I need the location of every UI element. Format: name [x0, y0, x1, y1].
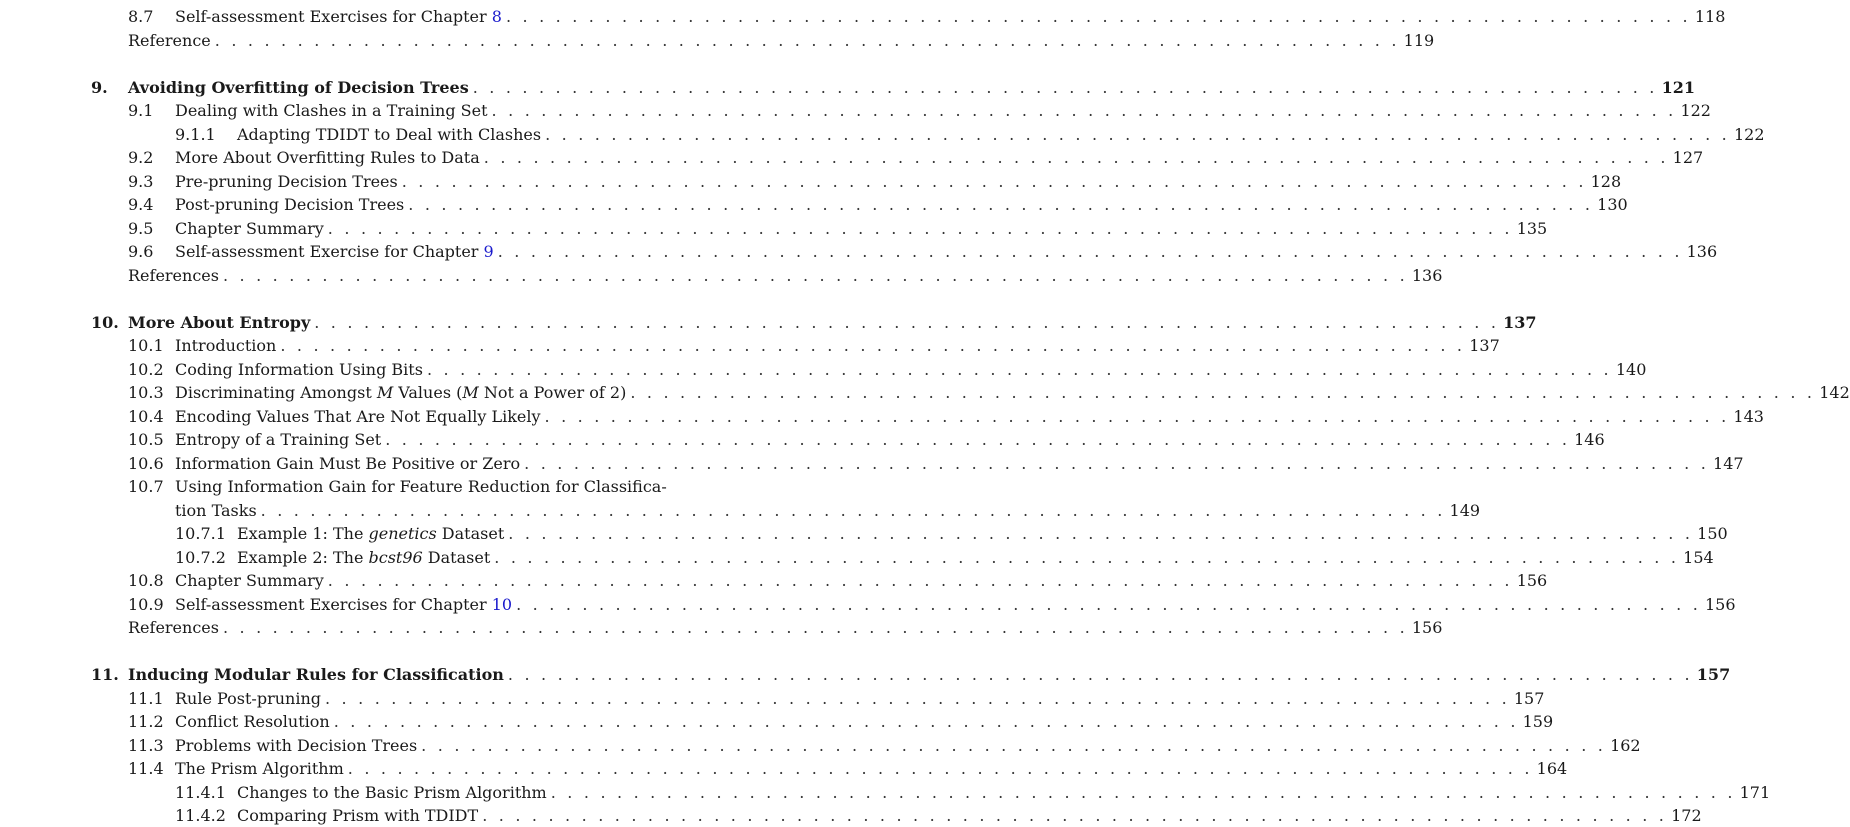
chapter-link: 10 [491, 594, 513, 614]
title-text: Example 1: The [237, 524, 369, 543]
dot-leader: . . . . . . . . . . . . . . . . . . . . . . . . . . . . . . . . . . . . . . . . . . . . . . . . . . . . . . . . . . . . . . . . . . . . . . . . [327, 218, 1513, 238]
toc-section-entry[interactable] [0, 711, 1554, 733]
dot-leader: . . . . . . . . . . . . . . . . . . . . . . . . . . . . . . . . . . . . . . . . . . . . . . . . . . . . . . . . . . . . . . . . . . . . . . . . [472, 77, 1658, 97]
entry-title: Information Gain Must Be Positive or Zero [175, 453, 521, 473]
title-text: Dataset [436, 524, 505, 543]
page-number: 157 [1696, 665, 1731, 684]
entry-number: 10.6 [128, 453, 164, 473]
entry-number: 10.7.2 [175, 547, 226, 567]
entry-title: Avoiding Overfitting of Decision Trees [128, 77, 469, 97]
toc-subsection-entry[interactable] [0, 523, 1728, 545]
toc-section-entry[interactable] [0, 335, 1500, 357]
entry-number: 11. [91, 665, 119, 684]
dot-leader: . . . . . . . . . . . . . . . . . . . . . . . . . . . . . . . . . . . . . . . . . . . . . . . . . . . . . . . . . . . . . . . . . . . . . . . . [401, 171, 1587, 191]
entry-title: Encoding Values That Are Not Equally Likely [175, 406, 541, 426]
entry-number: 11.1 [128, 688, 164, 708]
dot-leader: . . . . . . . . . . . . . . . . . . . . . . . . . . . . . . . . . . . . . . . . . . . . . . . . . . . . . . . . . . . . . . . . . . . . . . . . [491, 101, 1677, 120]
dot-leader: . . . . . . . . . . . . . . . . . . . . . . . . . . . . . . . . . . . . . . . . . . . . . . . . . . . . . . . . . . . . . . . . . . . . . . . . [494, 547, 1680, 567]
entry-title: Chapter Summary [175, 218, 324, 238]
entry-title [175, 382, 626, 404]
entry-title: Using Information Gain for Feature Reduction for Classifica- [175, 477, 667, 496]
toc-section-entry[interactable] [0, 594, 1736, 616]
entry-number: 10.1 [128, 336, 164, 355]
page-number: 150 [1697, 524, 1728, 543]
page-number: 128 [1590, 171, 1622, 191]
entry-text [237, 523, 1728, 545]
entry-title: tion Tasks [175, 500, 257, 520]
italic-term: M [376, 383, 394, 402]
chapter-link: 9 [483, 242, 494, 261]
entry-text [128, 664, 1731, 686]
entry-title: The Prism Algorithm [175, 759, 344, 778]
toc-entry-continuation [0, 500, 1481, 522]
dot-leader: . . . . . . . . . . . . . . . . . . . . . . . . . . . . . . . . . . . . . . . . . . . . . . . . . . . . . . . . . . . . . . . . . . . . . . . . [222, 265, 1408, 285]
entry-text [175, 711, 1554, 733]
title-text: Self-assessment Exercises for Chapter [175, 594, 492, 614]
entry-title: More About Overfitting Rules to Data [175, 148, 480, 167]
entry-text [175, 359, 1647, 381]
entry-title: Post-pruning Decision Trees [175, 195, 405, 214]
italic-term: bcst96 [368, 547, 423, 567]
dot-leader: . . . . . . . . . . . . . . . . . . . . . . . . . . . . . . . . . . . . . . . . . . . . . . . . . . . . . . . . . . . . . . . . . . . . . . . . [507, 665, 1693, 684]
entry-title: Problems with Decision Trees [175, 735, 418, 755]
dot-leader: . . . . . . . . . . . . . . . . . . . . . . . . . . . . . . . . . . . . . . . . . . . . . . . . . . . . . . . . . . . . . . . . . . . . . . . . [516, 594, 1701, 614]
dot-leader: . . . . . . . . . . . . . . . . . . . . . . . . . . . . . . . . . . . . . . . . . . . . . . . . . . . . . . . . . . . . . . . . . . . . . . . . [505, 7, 1691, 26]
entry-number: 8.7 [128, 7, 154, 26]
dot-leader: . . . . . . . . . . . . . . . . . . . . . . . . . . . . . . . . . . . . . . . . . . . . . . . . . . . . . . . . . . . . . . . . . . . . . . . . [508, 524, 1694, 543]
dot-leader: . . . . . . . . . . . . . . . . . . . . . . . . . . . . . . . . . . . . . . . . . . . . . . . . . . . . . . . . . . . . . . . . . . . . . . . . [497, 242, 1683, 261]
entry-title: Comparing Prism with TDIDT [237, 806, 479, 825]
dot-leader: . . . . . . . . . . . . . . . . . . . . . . . . . . . . . . . . . . . . . . . . . . . . . . . . . . . . . . . . . . . . . . . . . . . . . . . . [426, 359, 1612, 379]
entry-title [175, 594, 512, 616]
page-number: 171 [1739, 782, 1771, 802]
toc-section-entry[interactable] [0, 171, 1622, 193]
entry-number: 9.3 [128, 171, 154, 191]
entry-title: More About Entropy [128, 312, 311, 332]
entry-number: 9.5 [128, 218, 154, 238]
entry-title: Introduction [175, 336, 277, 355]
toc-section-entry[interactable] [0, 359, 1647, 381]
entry-title: Pre-pruning Decision Trees [175, 171, 398, 191]
toc-references-entry[interactable] [0, 30, 1435, 52]
entry-text [175, 194, 1628, 216]
dot-leader: . . . . . . . . . . . . . . . . . . . . . . . . . . . . . . . . . . . . . . . . . . . . . . . . . . . . . . . . . . . . . . . . . . . . . . . . [550, 782, 1736, 802]
dot-leader: . . . . . . . . . . . . . . . . . . . . . . . . . . . . . . . . . . . . . . . . . . . . . . . . . . . . . . . . . . . . . . . . . . . . . . . . [222, 618, 1408, 637]
page-number: 156 [1705, 594, 1736, 614]
entry-number: 10. [91, 312, 119, 332]
page-number: 156 [1516, 571, 1548, 590]
entry-text [128, 265, 1443, 287]
entry-text [128, 312, 1537, 334]
dot-leader: . . . . . . . . . . . . . . . . . . . . . . . . . . . . . . . . . . . . . . . . . . . . . . . . . . . . . . . . . . . . . . . . . . . . . . . . [385, 430, 1571, 449]
page-number: 142 [1819, 383, 1850, 402]
title-text: Discriminating Amongst [175, 383, 377, 402]
entry-number: 11.2 [128, 712, 164, 731]
dot-leader: . . . . . . . . . . . . . . . . . . . . . . . . . . . . . . . . . . . . . . . . . . . . . . . . . . . . . . . . . . . . . . . . . . . . . . . . [483, 148, 1669, 167]
dot-leader: . . . . . . . . . . . . . . . . . . . . . . . . . . . . . . . . . . . . . . . . . . . . . . . . . . . . . . . . . . . . . . . . . . . . . . . . [544, 406, 1730, 426]
entry-text [237, 124, 1765, 146]
toc-chapter-entry[interactable] [0, 664, 1731, 686]
toc-section-entry[interactable] [0, 241, 1718, 263]
entry-title [237, 523, 504, 545]
entry-number: 10.7.1 [175, 524, 226, 543]
toc-section-entry[interactable] [0, 570, 1548, 592]
entry-text [237, 805, 1702, 827]
entry-number: 10.5 [128, 430, 164, 449]
toc-subsection-entry[interactable] [0, 782, 1771, 804]
entry-number: 9.4 [128, 195, 154, 214]
page-number: 162 [1610, 735, 1641, 755]
dot-leader: . . . . . . . . . . . . . . . . . . . . . . . . . . . . . . . . . . . . . . . . . . . . . . . . . . . . . . . . . . . . . . . . . . . . . . . . [260, 500, 1446, 520]
toc-section-entry[interactable] [0, 100, 1711, 122]
page-number: 157 [1513, 688, 1545, 708]
toc-subsection-entry[interactable] [0, 124, 1765, 146]
toc-subsection-entry[interactable] [0, 547, 1714, 569]
toc-section-entry[interactable] [0, 6, 1726, 28]
page-number: 127 [1672, 148, 1704, 167]
page-number: 122 [1733, 124, 1765, 144]
entry-text [175, 594, 1736, 616]
entry-text [128, 30, 1435, 52]
page-number: 136 [1686, 242, 1718, 261]
toc-section-entry[interactable] [0, 194, 1628, 216]
entry-text [175, 241, 1718, 263]
toc-section-entry[interactable] [0, 758, 1568, 780]
entry-title: Changes to the Basic Prism Algorithm [237, 782, 547, 802]
entry-text [175, 758, 1568, 780]
italic-term: genetics [368, 524, 437, 543]
entry-text [175, 476, 709, 498]
entry-title [175, 241, 494, 263]
page-number: 137 [1469, 336, 1500, 355]
page-number: 154 [1683, 547, 1714, 567]
entry-text [175, 6, 1726, 28]
entry-number: 10.8 [128, 571, 164, 590]
toc-section-entry[interactable] [0, 688, 1545, 710]
entry-text [175, 406, 1764, 428]
page-number: 140 [1615, 359, 1647, 379]
dot-leader: . . . . . . . . . . . . . . . . . . . . . . . . . . . . . . . . . . . . . . . . . . . . . . . . . . . . . . . . . . . . . . . . . . . . . . . . [327, 571, 1513, 590]
entry-text [175, 688, 1545, 710]
entry-number: 10.9 [128, 594, 164, 614]
entry-text [237, 547, 1714, 569]
entry-number: 9.1 [128, 101, 154, 120]
toc-section-entry[interactable] [0, 382, 1850, 404]
page-number: 156 [1411, 618, 1443, 637]
entry-title: Reference [128, 30, 211, 50]
entry-text [128, 617, 1443, 639]
title-text: Values ( [393, 383, 463, 402]
entry-number: 11.4.1 [175, 782, 226, 802]
chapter-link: 8 [491, 7, 502, 26]
page-number: 121 [1661, 77, 1695, 97]
entry-text [175, 171, 1622, 193]
entry-text [175, 335, 1500, 357]
dot-leader: . . . . . . . . . . . . . . . . . . . . . . . . . . . . . . . . . . . . . . . . . . . . . . . . . . . . . . . . . . . . . . . . . . . . . . . . [630, 383, 1816, 402]
title-text: Example 2: The [237, 547, 369, 567]
toc-chapter-entry[interactable] [0, 312, 1537, 334]
toc-section-entry[interactable] [0, 735, 1641, 757]
dot-leader: . . . . . . . . . . . . . . . . . . . . . . . . . . . . . . . . . . . . . . . . . . . . . . . . . . . . . . . . . . . . . . . . . . . . . . . . [347, 759, 1533, 778]
entry-text [175, 500, 1481, 522]
entry-title: Inducing Modular Rules for Classification [128, 665, 504, 684]
entry-number: 9.1.1 [175, 124, 216, 144]
entry-title [237, 547, 490, 569]
page-number: 147 [1713, 453, 1744, 473]
entry-title: Rule Post-pruning [175, 688, 321, 708]
entry-number: 10.2 [128, 359, 164, 379]
page-number: 130 [1597, 195, 1628, 214]
title-text: Self-assessment Exercise for Chapter [175, 242, 484, 261]
page-number: 136 [1411, 265, 1443, 285]
toc-section-entry[interactable] [0, 429, 1605, 451]
entry-title: Coding Information Using Bits [175, 359, 423, 379]
dot-leader: . . . . . . . . . . . . . . . . . . . . . . . . . . . . . . . . . . . . . . . . . . . . . . . . . . . . . . . . . . . . . . . . . . . . . . . . [545, 124, 1730, 144]
toc-section-entry[interactable] [0, 476, 800, 498]
toc-section-entry[interactable] [0, 406, 1764, 428]
entry-text [175, 429, 1605, 451]
entry-title: Dealing with Clashes in a Training Set [175, 101, 488, 120]
entry-number: 11.3 [128, 735, 164, 755]
page-number: 172 [1671, 806, 1702, 825]
entry-title: References [128, 265, 219, 285]
entry-number: 10.4 [128, 406, 164, 426]
entry-number: 11.4 [128, 759, 164, 778]
page-number: 146 [1574, 430, 1605, 449]
entry-number: 9.6 [128, 242, 154, 261]
entry-number: 11.4.2 [175, 806, 226, 825]
entry-title: Entropy of a Training Set [175, 430, 382, 449]
entry-text [175, 453, 1744, 475]
dot-leader: . . . . . . . . . . . . . . . . . . . . . . . . . . . . . . . . . . . . . . . . . . . . . . . . . . . . . . . . . . . . . . . . . . . . . . . . [314, 312, 1500, 332]
entry-title [175, 6, 502, 28]
dot-leader: . . . . . . . . . . . . . . . . . . . . . . . . . . . . . . . . . . . . . . . . . . . . . . . . . . . . . . . . . . . . . . . . . . . . . . . . [482, 806, 1668, 825]
toc-section-entry[interactable] [0, 218, 1548, 240]
entry-number: 10.3 [128, 383, 164, 402]
page-number: 135 [1516, 218, 1548, 238]
page-number: 164 [1536, 759, 1568, 778]
page-number: 143 [1733, 406, 1764, 426]
toc-chapter-entry[interactable] [0, 77, 1695, 99]
page-number: 159 [1522, 712, 1554, 731]
entry-text [175, 735, 1641, 757]
entry-number: 10.7 [128, 477, 164, 496]
title-text: Not a Power of 2) [478, 383, 627, 402]
title-text: Dataset [422, 547, 491, 567]
entry-number: 9. [91, 77, 108, 97]
dot-leader: . . . . . . . . . . . . . . . . . . . . . . . . . . . . . . . . . . . . . . . . . . . . . . . . . . . . . . . . . . . . . . . . . . . . . . . . [214, 30, 1400, 50]
entry-title: Adapting TDIDT to Deal with Clashes [237, 124, 542, 144]
entry-text [175, 570, 1548, 592]
toc-references-entry[interactable] [0, 617, 1443, 639]
dot-leader: . . . . . . . . . . . . . . . . . . . . . . . . . . . . . . . . . . . . . . . . . . . . . . . . . . . . . . . . . . . . . . . . . . . . . . . . [524, 453, 1710, 473]
entry-text [237, 782, 1771, 804]
entry-text [175, 218, 1548, 240]
entry-text [175, 100, 1711, 122]
dot-leader: . . . . . . . . . . . . . . . . . . . . . . . . . . . . . . . . . . . . . . . . . . . . . . . . . . . . . . . . . . . . . . . . . . . . . . . . [324, 688, 1510, 708]
dot-leader: . . . . . . . . . . . . . . . . . . . . . . . . . . . . . . . . . . . . . . . . . . . . . . . . . . . . . . . . . . . . . . . . . . . . . . . . [280, 336, 1466, 355]
entry-text [128, 77, 1695, 99]
toc-section-entry[interactable] [0, 147, 1704, 169]
page-number: 137 [1503, 312, 1537, 332]
page-number: 119 [1403, 30, 1435, 50]
dot-leader: . . . . . . . . . . . . . . . . . . . . . . . . . . . . . . . . . . . . . . . . . . . . . . . . . . . . . . . . . . . . . . . . . . . . . . . . [333, 712, 1519, 731]
entry-text [175, 147, 1704, 169]
dot-leader: . . . . . . . . . . . . . . . . . . . . . . . . . . . . . . . . . . . . . . . . . . . . . . . . . . . . . . . . . . . . . . . . . . . . . . . . [421, 735, 1607, 755]
page-number: 118 [1694, 7, 1726, 26]
toc-references-entry[interactable] [0, 265, 1443, 287]
page-number: 149 [1449, 500, 1481, 520]
page-number: 122 [1680, 101, 1711, 120]
italic-term: M [462, 383, 479, 402]
dot-leader: . . . . . . . . . . . . . . . . . . . . . . . . . . . . . . . . . . . . . . . . . . . . . . . . . . . . . . . . . . . . . . . . . . . . . . . . [408, 195, 1594, 214]
entry-title: Conflict Resolution [175, 712, 330, 731]
entry-text [175, 382, 1850, 404]
toc-subsection-entry[interactable] [0, 805, 1702, 827]
entry-title: References [128, 618, 219, 637]
title-text: Self-assessment Exercises for Chapter [175, 7, 492, 26]
toc-section-entry[interactable] [0, 453, 1744, 475]
entry-number: 9.2 [128, 148, 154, 167]
entry-title: Chapter Summary [175, 571, 324, 590]
